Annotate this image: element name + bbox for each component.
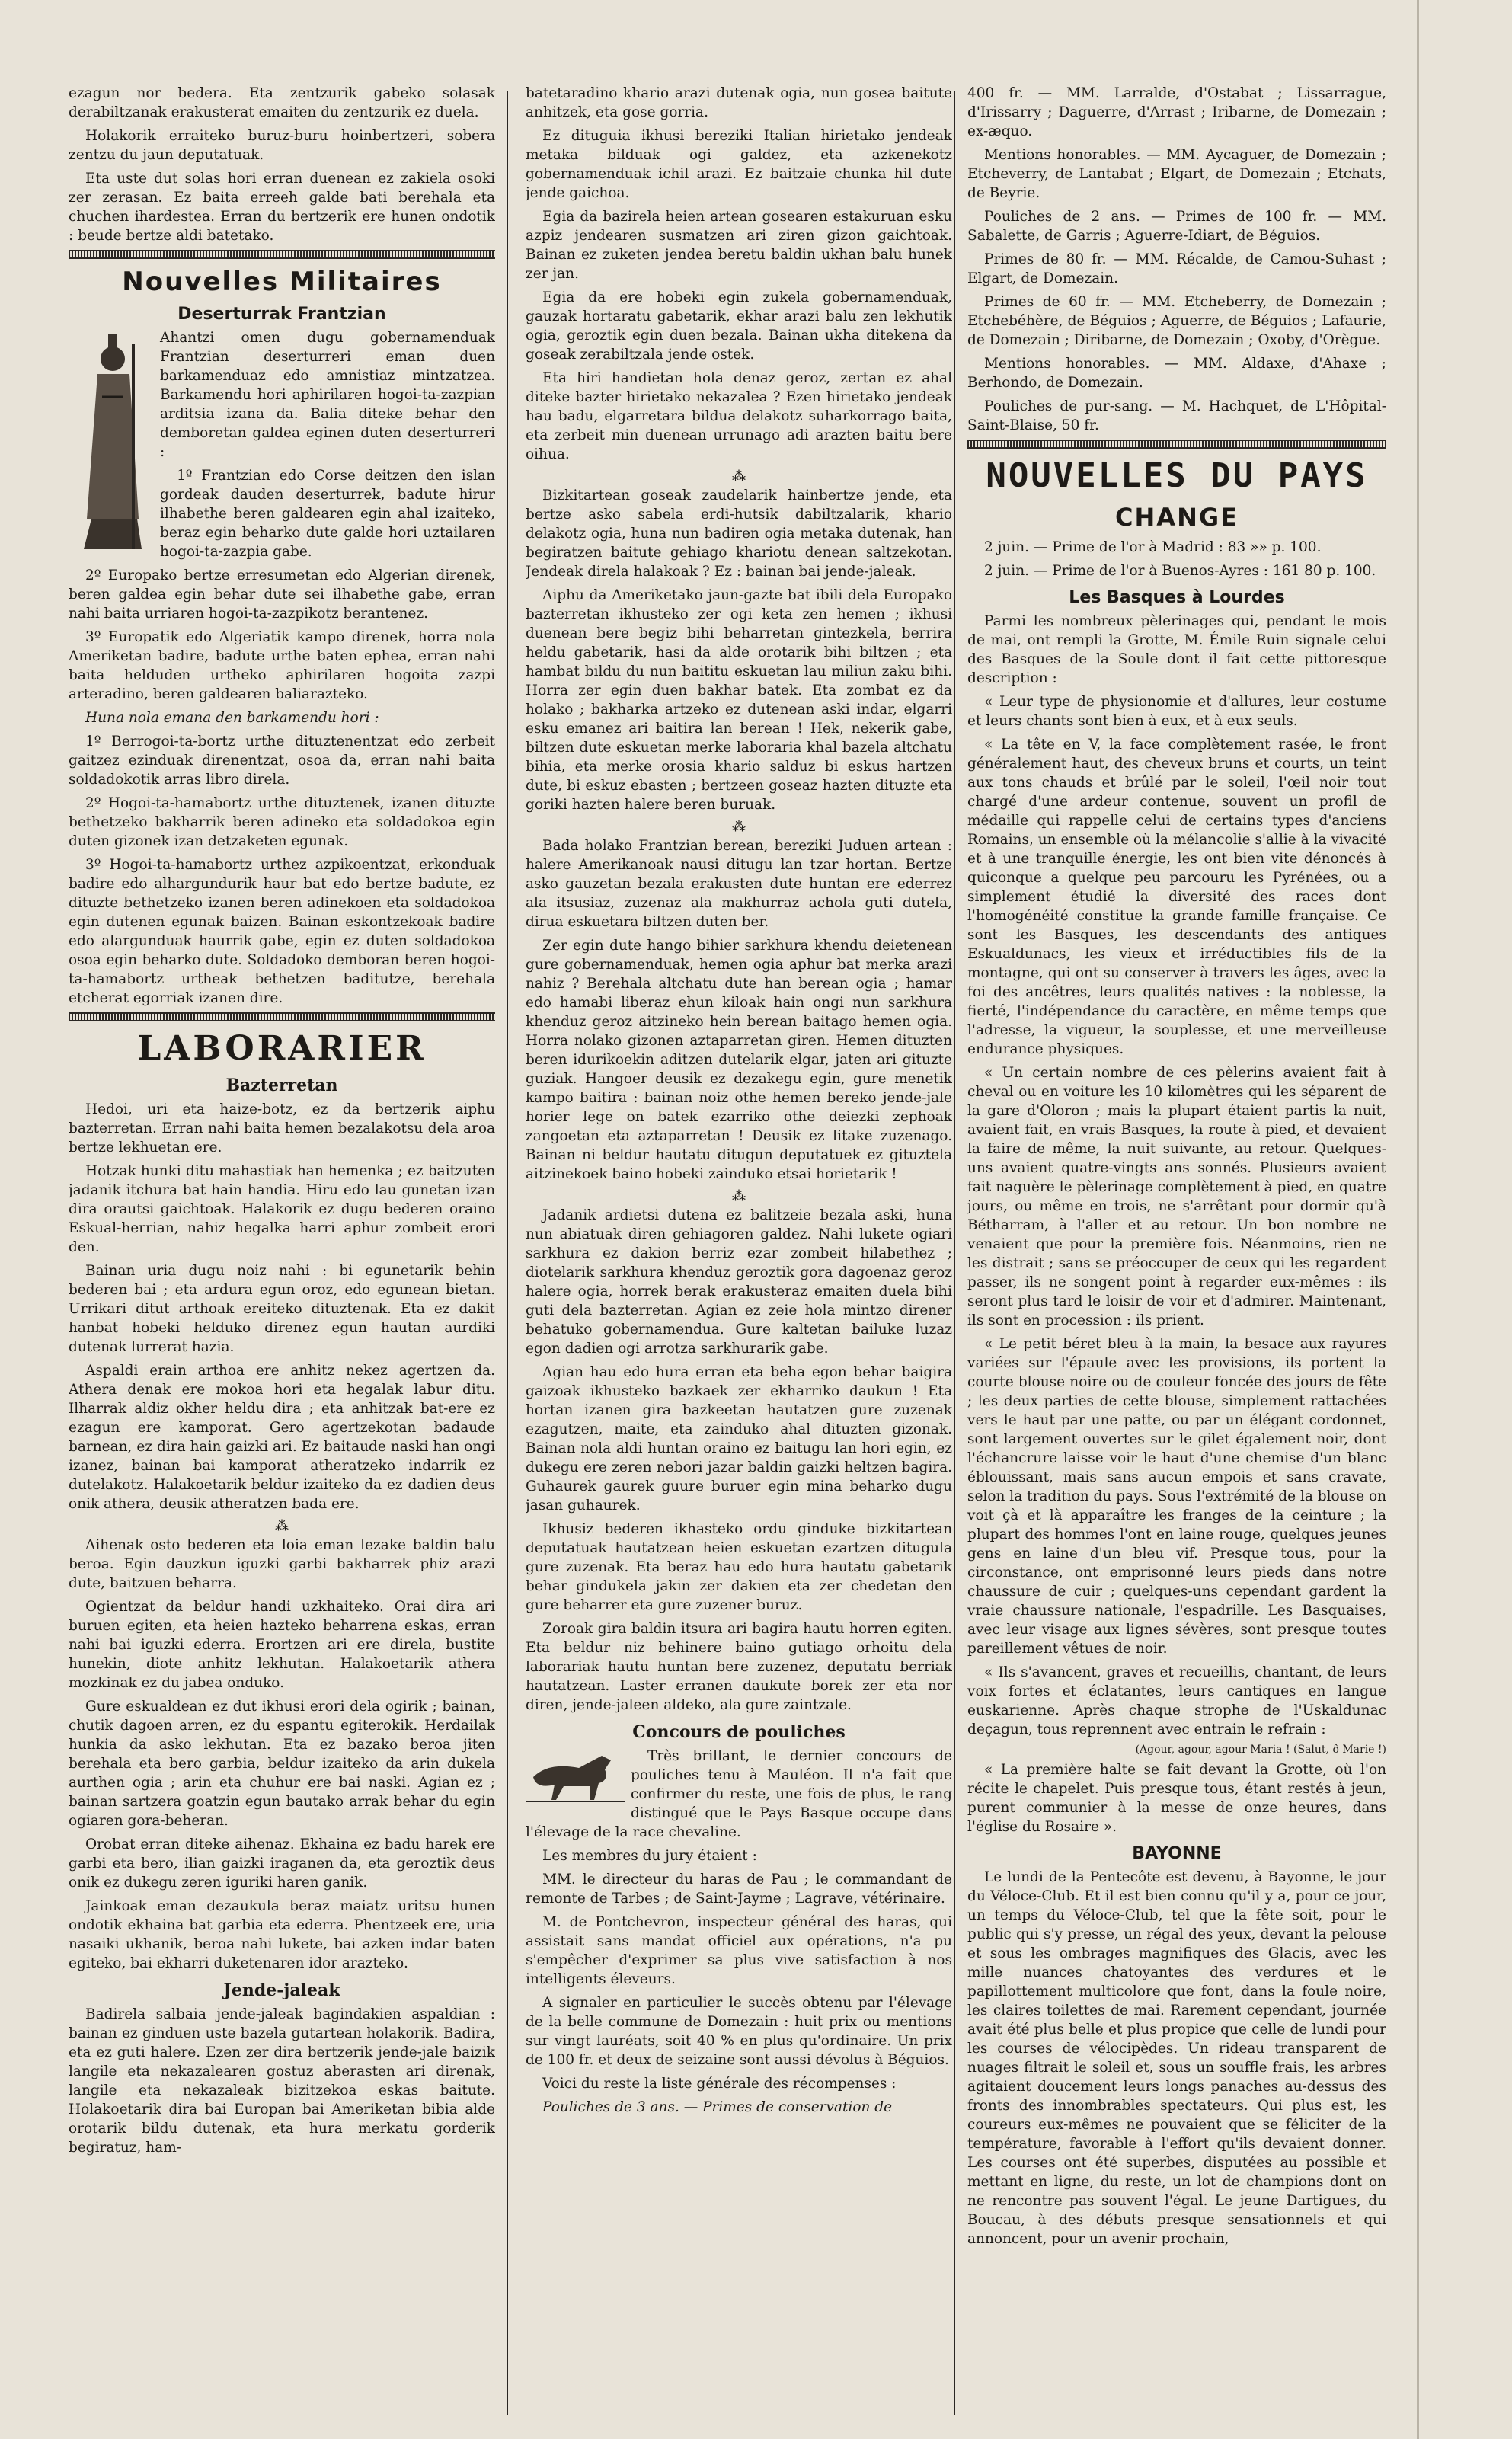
paragraph: « Un certain nombre de ces pèlerins avaient fait à cheval ou en voiture les 10 kilomètres qui les séparent de la gare d'Oloron ; mais la plupart étaient partis la nuit, avaient fait, en vrais Basques, la route à pied, et devaient la faire de même, la nuit suivante, au retour. Quelques-uns avaient quatre-vingts ans sonnés. Plusieurs avaient fait naguère le pèlerinage complètement à pied, en quatre jours, ou même en trois, ne s'arrêtant pour dormir qu'à Bétharram, à l'aller et au retour. Un bon nombre ne venaient que pour la première fois. Néanmoins, rien ne les distrait ; sans se préoccuper de ceux qui les regardent passer, ils ne songent point à regarder eux-mêmes : ils seront plus tard le loisir de voir et d'admirer. Maintenant, ils sont en procession : ils prient. xyxy=(967,1065,1386,1328)
paragraph: 3º Hogoi-ta-hamabortz urthez azpikoentzat, erkonduak badire edo alhargundurik haur bat edo bertze badute, ez dituzte bethetzeko izanen beren adinekoen eta soldadokoa egin dutenen egunak baizen. Bainan eskontzekoak badire edo alargunduak haurrik gabe, egin ez duten soldadokoa osoa egin beharko dute. Soldadoko demboran beren hogoi-ta-hamabortz urtheak bethetzen baditutze, berehala etcherat egorriak izanen dire. xyxy=(69,857,495,1006)
paragraph: Eta uste dut solas hori erran duenean ez zakiela osoki zer zerasan. Ez baita erreeh galde bati berehala eta chuchen ihardestea. Erran du bertzerik ere hunen ondotik : beude bertze aldi batetako. xyxy=(69,171,495,244)
column-2 xyxy=(526,84,952,2430)
page-edge xyxy=(1417,0,1419,2439)
paragraph: Pouliches de pur-sang. — M. Hachquet, de L'Hôpital-Saint-Blaise, 50 fr. xyxy=(967,398,1386,433)
paragraph: Ikhusiz bederen ikhasteko ordu ginduke bizkitartean deputatuak hautatzean heien eskuetan ezartzen ditugula gure zuzenak. Eta beraz hau edo hura hautatu gabetarik behar gindukela jakin zer dakien eta zer chedetan den gure beharrer eta gure zuzener buruz. xyxy=(526,1521,952,1613)
paragraph: Aspaldi erain arthoa ere anhitz nekez agertzen da. Athera denak ere mokoa hori eta hegalak labur ditu. Ilharrak aldiz okher heldu dira ; eta anhitzak bat-ere ez ezagun ere kamporat. Gero agertzekotan badaude barnean, ez dira hain gaizki ari. Ez baitaude naski han ongi izanez, bainan bai kamporat atheratzeko indarrik ez dutelakotz. Halakoetarik beldur izaiteko da ez dadien deus onik athera, deusik atheratzen bada ere. xyxy=(69,1363,495,1512)
paragraph: Bainan uria dugu noiz nahi : bi egunetarik behin bederen bai ; eta ardura egun oroz, edo egunean bietan. Urrikari ditut arthoak ereiteko dituztenak. Eta ez dakit hanbat hobeki helduko direnez egun hautan aurdiki dutenak lurrerat hazia. xyxy=(69,1263,495,1355)
paragraph: Aihenak osto bederen eta loia eman lezake baldin balu beroa. Egin dauzkun iguzki garbi bakharrek phiz arazi dute, baitzuen beharra. xyxy=(69,1537,495,1591)
article-title: Concours de pouliches xyxy=(632,1722,846,1742)
article-title: Bazterretan xyxy=(225,1076,338,1095)
paragraph: 3º Europatik edo Algeriatik kampo direnek, horra nola Ameriketan badire, badute urthe baten ephea, erran nahi baita helduden urtheko aphirilaren hogoita zazpi arteradino, beren galdearen baliarazteko. xyxy=(69,629,495,702)
column-3 xyxy=(967,84,1386,2430)
paragraph: « Ils s'avancent, graves et recueillis, chantant, de leurs voix fortes et éclatantes, leurs cantiques en langue euskarienne. Après chaque strophe de l'Uskaldunac deçagun, tous reprennent avec entrain le refrain : xyxy=(967,1664,1386,1737)
paragraph: Bizkitartean goseak zaudelarik hainbertze jende, eta bertze asko sabela erdi-hutsik dabiltzalarik, khario delakotz ogia, huna nun badiren ogia metaka dutenak, han begiratzen baitute gehiago khariotu denean saltzekotan. Jendeak direla halakoak ? Ez : bainan bai jende-jaleak. xyxy=(526,487,952,580)
paragraph: Ogientzat da beldur handi uzkhaiteko. Orai dira ari buruen egiten, eta heien hazteko beharrena eskas, erran nahi bai iguzki ederra. Erortzen ari ere direla, bustite hunekin, diote anhitz lekhutan. Halakoetarik athera mozkinak ez du jabea onduko. xyxy=(69,1599,495,1691)
paragraph: « Le petit béret bleu à la main, la besace aux rayures variées sur l'épaule avec les provisions, ils portent la courte blouse noire ou de couleur foncée des jours de fête ; les deux parties de cette blouse, simplement rattachées vers le haut par une patte, ou par un élégant cordonnet, sont largement ouvertes sur le gilet également noir, dont l'échancrure laisse voir le haut d'une chemise d'un blanc éblouissant, mais sans aucun empois et sans cravate, selon la tradition du pays. Sous l'extrémité de la blouse on voit çà et là apparaître les franges de la ceinture ; la plupart des hommes l'ont en laine rouge, quelques jeunes gens en laine d'un bleu vif. Presque tous, pour la circonstance, ont emprisonné leurs pieds dans notre chaussure de cuir ; quelques-uns cependant gardent la vraie chaussure nationale, l'espadrille. Les Basquaises, avec leur visage aux lignes sévères, sont presque toutes pareillement vêtues de noir. xyxy=(967,1336,1386,1657)
paragraph: 400 fr. — MM. Larralde, d'Ostabat ; Lissarrague, d'Irissarry ; Daguerre, d'Arrast ; Iribarne, de Domezain ; ex-æquo. xyxy=(967,85,1386,139)
paragraph: Primes de 80 fr. — MM. Récalde, de Camou-Suhast ; Elgart, de Domezain. xyxy=(967,251,1386,286)
separator-stars: ⁂ xyxy=(732,819,746,835)
paragraph: Zoroak gira baldin itsura ari bagira hautu horren egiten. Eta beldur niz behinere baino gutiago orhoitu dela laborariak hautu huntan bere zuzenez, deputatu berriak hautatzean. Laster erranen daukute borek zer eta nor diren, jende-jaleen aldeko, ala gure zaintzale. xyxy=(526,1621,952,1713)
paragraph: 2º Europako bertze erresumetan edo Algerian direnek, beren galdea egin behar dute sei ilhabethe gabe, erran nahi baita urriaren hogoi-ta-zazpikotz berantenez. xyxy=(69,567,495,622)
article-title: Deserturrak Frantzian xyxy=(177,305,386,324)
article-title: Jende-jaleak xyxy=(223,1980,340,2000)
separator-stars: ⁂ xyxy=(732,1188,746,1204)
column-1 xyxy=(69,84,495,2430)
horse-illustration xyxy=(526,1747,625,1804)
paragraph: Gure eskualdean ez dut ikhusi erori dela ogirik ; bainan, chutik dagoen arren, ez du espantu egiterokik. Herdailak hunkia da asko lekhutan. Eta ez bazako beroa jiten berehala eta bero garbia, beldur izaiteko da arin dukela aurthen ogia ; arin eta chuhur ere bai naski. Agian ez ; bainan sartzera goatzin egun bautako arrak behar du egin ogiaren gora-beheran. xyxy=(69,1699,495,1829)
paragraph: 1º Frantzian edo Corse deitzen den islan gordeak dauden deserturrek, badute hirur ilhabethe beren galdearen egin ahal izaiteko, beraz egin beharko dute galde hori uztailaren hogoi-ta-zazpia gabe. xyxy=(160,468,495,560)
paragraph: Jadanik ardietsi dutena ez balitzeie bezala aski, huna nun abiatuak diren gehiagoren galdez. Nahi lukete ogiari sarkhura ez dakion berriz ezar zombeit hilabethez ; diotelarik sarkhura khenduz geroztik gora dagoenaz geroz halere ogia, horrek berak erakusteraz emaiten duela bihi guti dela bazterretan. Agian ez zeie hola mintzo direner behatuko gobernamendua. Gure kaltetan bailuke luzaz egon dadien ogi arrotza sarkhurarik gabe. xyxy=(526,1207,952,1357)
section-rule xyxy=(69,250,495,259)
paragraph: Badirela salbaia jende-jaleak bagindakien aspaldian : bainan ez ginduen uste bazela gutartean holakorik. Badira, eta ez guti halere. Ezen zer dira bertzerik jende-jale baizik langile eta nekazalearen gostuz aberasten ari direnak, langile eta nekazaleak bizitzekoa eskas baitute. Holakoetarik dira bai Europan bai Ameriketan bibia alde orotarik bildu dutenak, eta hura merkatu gorderik begiratuz, ham- xyxy=(69,2006,495,2156)
paragraph: ezagun nor bedera. Eta zentzurik gabeko solasak derabiltzanak erakusterat emaiten du zentzurik ez duela. xyxy=(69,85,495,120)
paragraph: Primes de 60 fr. — MM. Etcheberry, de Domezain ; Etchebéhère, de Béguios ; Aguerre, de Béguios ; Lafaurie, de Domezain ; Diribarne, de Domezain ; Oxoby, d'Orègue. xyxy=(967,294,1386,348)
paragraph: Orobat erran diteke aihenaz. Ekhaina ez badu harek ere garbi eta bero, ilian gaizki iraganen da, eta geroztik deus onik ez dukegu zeren iguriki haren ganik. xyxy=(69,1836,495,1891)
paragraph: A signaler en particulier le succès obtenu par l'élevage de la belle commune de Domezain : huit prix ou mentions sur vingt lauréats, soit 40 % en plus qu'ordinaire. Un prix de 100 fr. et deux de seizaine sont aussi dévolus à Béguios. xyxy=(526,1995,952,2068)
paragraph: batetaradino khario arazi dutenak ogia, nun gosea baitute anhitzek, eta gose gorria. xyxy=(526,85,952,120)
section-rule xyxy=(967,440,1386,449)
paragraph: 1º Berrogoi-ta-bortz urthe dituztenentzat edo zerbeit gaitzez ezinduak direnentzat, osoa da, erran nahi baita soldadokotik arras libro direla. xyxy=(69,734,495,788)
paragraph: Egia da ere hobeki egin zukela gobernamenduak, gauzak hortaratu gabetarik, ekhar arazi balu zen lekhutik ogia, geroztik egin duen bezala. Bainan ukha ditekena da goseak zerabiltzala jende ostek. xyxy=(526,289,952,363)
paragraph: Eta hiri handietan hola denaz geroz, zertan ez ahal diteke bazter hirietako nekazalea ? Ezen hirietako jendeak hau badu, elgarretara bildua delakotz suharkorrago baita, eta zerbeit min duenean urrunago adi arazten baitu bere oihua. xyxy=(526,370,952,462)
paragraph: Holakorik erraiteko buruz-buru hoinbertzeri, sobera zentzu du jaun deputatuak. xyxy=(69,128,495,163)
paragraph: Aiphu da Ameriketako jaun-gazte bat ibili dela Europako bazterretan ikhusteko zer ogi keta zen hemen ; ikhusi duenean bere begiz bihi beharretan gintezkela, berrira heldu gabetarik, hasi da alde orotarik bihi biltzen ; eta hambat bildu du nun baititu eskuetan lau miliun zaku bihi. Horra zer egin duen bakhar batek. Eta zombat ez da holako ; bakharka artzeko ez dutenean aski indar, elgarri esku emanez ari baitira lan berean ! Hek, nekerik gabe, biltzen dute eskuetan merke laboraria khal bazela altchatu bihia, eta merke orosia khario salduz bi eskus hartzen dute, bi eskuz ebasten ; bertzeen goseaz hazten dituzte eta goriki hazten halere beren buruak. xyxy=(526,587,952,813)
separator-stars: ⁂ xyxy=(275,1518,289,1534)
article-title: BAYONNE xyxy=(1132,1844,1222,1863)
section-title-militaires: Nouvelles Militaires xyxy=(122,267,442,297)
paragraph: Le lundi de la Pentecôte est devenu, à Bayonne, le jour du Véloce-Club. Et il est bien connu qu'il y a, pour ce jour, un temps du Véloce-Club, tel que la fête soit, pour le public qui s'y presse, un régal des yeux, devant la pelouse et sous les ombrages magnifiques des Glacis, avec les mille nuances chatoyantes des verdures et le papillottement multicolore que font, dans la foule noire, les claires toilettes de mai. Rarement cependant, journée avait été plus belle et plus propice que celle de lundi pour les courses de vélocipèdes. Un rideau transparent de nuages filtrait le soleil et, sous un souffle frais, les arbres agitaient doucement leurs longs panaches au-dessus des fronts des innombrables spectateurs. Qui plus est, les coureurs eux-mêmes ne pouvaient que se féliciter de la température, favorable à l'effort qu'ils devaient donner. Les courses ont été superbes, disputées au possible et mettant en ligne, du reste, un lot de champions dont on ne rencontre pas souvent l'égal. Le jeune Dartigues, du Boucau, à des débuts presque sensationnels et qui annoncent, pour un avenir prochain, xyxy=(967,1869,1386,2247)
paragraph: 2º Hogoi-ta-hamabortz urthe dituztenek, izanen dituzte bethetzeko bakharrik beren adineko eta soldadokoa egin duten gizonek izan detzaketen egunak. xyxy=(69,795,495,849)
paragraph: Les membres du jury étaient : xyxy=(542,1848,757,1864)
paragraph: 2 juin. — Prime de l'or à Madrid : 83 »» p. 100. xyxy=(984,539,1322,555)
section-title-laborarier: LABORARIER xyxy=(137,1029,427,1068)
column-rule xyxy=(954,91,955,2415)
paragraph: Parmi les nombreux pèlerinages qui, pendant le mois de mai, ont rempli la Grotte, M. Émile Ruin signale celui des Basques de la Soule dont il fait cette pittoresque description : xyxy=(967,613,1386,686)
paragraph: « La tête en V, la face complètement rasée, le front généralement haut, des cheveux bruns et courts, un teint aux tons chauds et brûlé par le soleil, l'œil noir tout chargé d'une ardeur contenue, souvent un profil de médaille qui rappelle celui de certains types d'anciens Romains, un ensemble où la mélancolie s'allie à la vivacité et à une tranquille énergie, les ont bien vite dénoncés à quiconque a quelque peu parcouru les Pyrénées, ou a simplement étudié la diversité des races dont l'homogénéité constitue la grande famille française. Ce sont les Basques, les descendants des antiques Eskualdunacs, les vieux et irréductibles fils de la montagne, qui ont su conserver à travers les âges, avec la foi des ancêtres, leurs qualités natives : la noblesse, la fierté, l'indépendance du caractère, en même temps que l'adresse, la vigueur, la souplesse, et une merveilleuse endurance physiques. xyxy=(967,737,1386,1057)
paragraph: Egia da bazirela heien artean gosearen estakuruan esku azpiz jendearen susmatzen ari ziren gizon gaichtoak. Bainan ez zuketen jendea beretu baldin ukhan balu hunek zer jan. xyxy=(526,209,952,282)
section-title-nouvelles-du-pays: NOUVELLES DU PAYS xyxy=(986,456,1368,495)
paragraph: M. de Pontchevron, inspecteur général des haras, qui assistait sans mandat officiel aux opérations, n'a pu s'empêcher d'exprimer sa plus vive satisfaction à nos intelligents éleveurs. xyxy=(526,1914,952,1987)
paragraph: « Leur type de physionomie et d'allures, leur costume et leurs chants sont bien à eux, et à eux seuls. xyxy=(967,694,1386,729)
soldier-illustration xyxy=(69,328,152,557)
paragraph: Ez dituguia ikhusi bereziki Italian hirietako jendeak metaka bilduak ogi galdez, eta azkenekotz gobernamenduak ichil arazi. Ez baitzaie chunka hil dute jende gaichoa. xyxy=(526,128,952,201)
paragraph: Pouliches de 2 ans. — Primes de 100 fr. — MM. Sabalette, de Garris ; Aguerre-Idiart, de Béguios. xyxy=(967,209,1386,244)
paragraph: Très brillant, le dernier concours de pouliches tenu à Mauléon. Il n'a fait que confirmer du reste, une fois de plus, le rang distingué que le Pays Basque occupe dans l'élevage de la race chevaline. xyxy=(526,1748,952,1840)
paragraph: Hotzak hunki ditu mahastiak han hemenka ; ez baitzuten jadanik itchura bat hain handia. Hiru edo lau gunetan izan dira orautsi gaichtoak. Halakorik ez dugu bederen oraino Eskual-herrian, nahiz hegalka harri aphur zombeit erori den. xyxy=(69,1163,495,1255)
article-title: Les Basques à Lourdes xyxy=(1069,588,1285,607)
paragraph: Ahantzi omen dugu gobernamenduak Frantzian deserturreri eman duen barkamenduaz edo amnistiaz mintzatzea. Barkamendu hori aphirilaren hogoi-ta-zazpian arditsia izana da. Balia diteke behar den demboretan galdea eginen duten deserturreri : xyxy=(160,330,495,460)
paragraph: Hedoi, uri eta haize-botz, ez da bertzerik aiphu bazterretan. Erran nahi baita hemen bezalakotsu dela aroa bertze lekhuetan ere. xyxy=(69,1101,495,1156)
section-rule xyxy=(69,1012,495,1021)
paragraph: « La première halte se fait devant la Grotte, où l'on récite le chapelet. Puis presque tous, étant restés à jeun, purent communier à la messe de onze heures, dans l'église du Rosaire ». xyxy=(967,1762,1386,1835)
paragraph: Agian hau edo hura erran eta beha egon behar baigira gaizoak ikhusteko bazkaek zer ekharriko daukun ! Eta hortan izanen gira bazkeetan hautatzen gure zuzenak ezagutzen, maite, eta zainduko ahal dituzten gizonak. Bainan nola aldi huntan oraino ez baitugu lan hori egin, ez dukegu ere zeren nebori jazar baldin gaizki heltzen bagira. Guhaurek gaurek guure buruer egin mina beharko dugu jasan guhaurek. xyxy=(526,1364,952,1514)
paragraph: Bada holako Frantzian berean, bereziki Juduen artean : halere Amerikanoak nausi ditugu lan tzar hortan. Bertze asko gauzetan bezala erakusten dute huntan ere ederrez ala itsusiaz, zuzenaz ala makhurraz achola guti dutela, dirua eskuetara biltzen duten ber. xyxy=(526,838,952,930)
refrain-quote: (Agour, agour, agour Maria ! (Salut, ô Marie !) xyxy=(1135,1744,1386,1756)
paragraph: Voici du reste la liste générale des récompenses : xyxy=(542,2076,897,2092)
paragraph: 2 juin. — Prime de l'or à Buenos-Ayres : 161 80 p. 100. xyxy=(984,563,1376,579)
paragraph: MM. le directeur du haras de Pau ; le commandant de remonte de Tarbes ; de Saint-Jayme ; Lagrave, vétérinaire. xyxy=(526,1872,952,1907)
paragraph: Mentions honorables. — MM. Aycaguer, de Domezain ; Etcheverry, de Lantabat ; Elgart, de Domezain ; Etchats, de Beyrie. xyxy=(967,147,1386,201)
column-rule xyxy=(507,91,508,2415)
paragraph: Mentions honorables. — MM. Aldaxe, d'Ahaxe ; Berhondo, de Domezain. xyxy=(967,356,1386,391)
separator-stars: ⁂ xyxy=(732,468,746,484)
paragraph: Huna nola emana den barkamendu hori : xyxy=(85,710,379,726)
paragraph: Zer egin dute hango bihier sarkhura khendu deietenean gure gobernamenduak, hemen ogia aphur bat merka arazi nahiz ? Berehala altchatu dute han berean ogia ; hamar edo hamabi liberaz ehun kiloak hain ongi nun sarkhura khenduz geroz aitzineko hein berean baitago hemen ogia. Horra nolako gizonen aztaparretan giren. Hemen dituzten beren idurikoekin aditzen dutelarik elgar, jaten ari gituzte guziak. Hangoer deusik ez dezakegu egin, gure menetik kampo baitira : bainan noiz othe hemen bereko jende-jale horier lege on batek ezarriko othe deiezki zephoak zangoetan eta aztaparretan ! Deusik ez litake zuzenago. Bainan ni beldur hautatu ditugun deputatuek ez gituztela aitzinekoek baino hobeki zainduko etsai horietarik ! xyxy=(526,938,952,1182)
paragraph: Pouliches de 3 ans. — Primes de conservation de xyxy=(542,2099,893,2115)
paragraph: Jainkoak eman dezaukula beraz maiatz uritsu hunen ondotik ekhaina bat garbia eta ederra. Phentzeek ere, uria nasaiki ukhanik, beroa nahi lukete, bai azken indar baten egiteko, bai ekharri duketenaren idor arazteko. xyxy=(69,1898,495,1971)
section-title-change: CHANGE xyxy=(1115,503,1239,532)
